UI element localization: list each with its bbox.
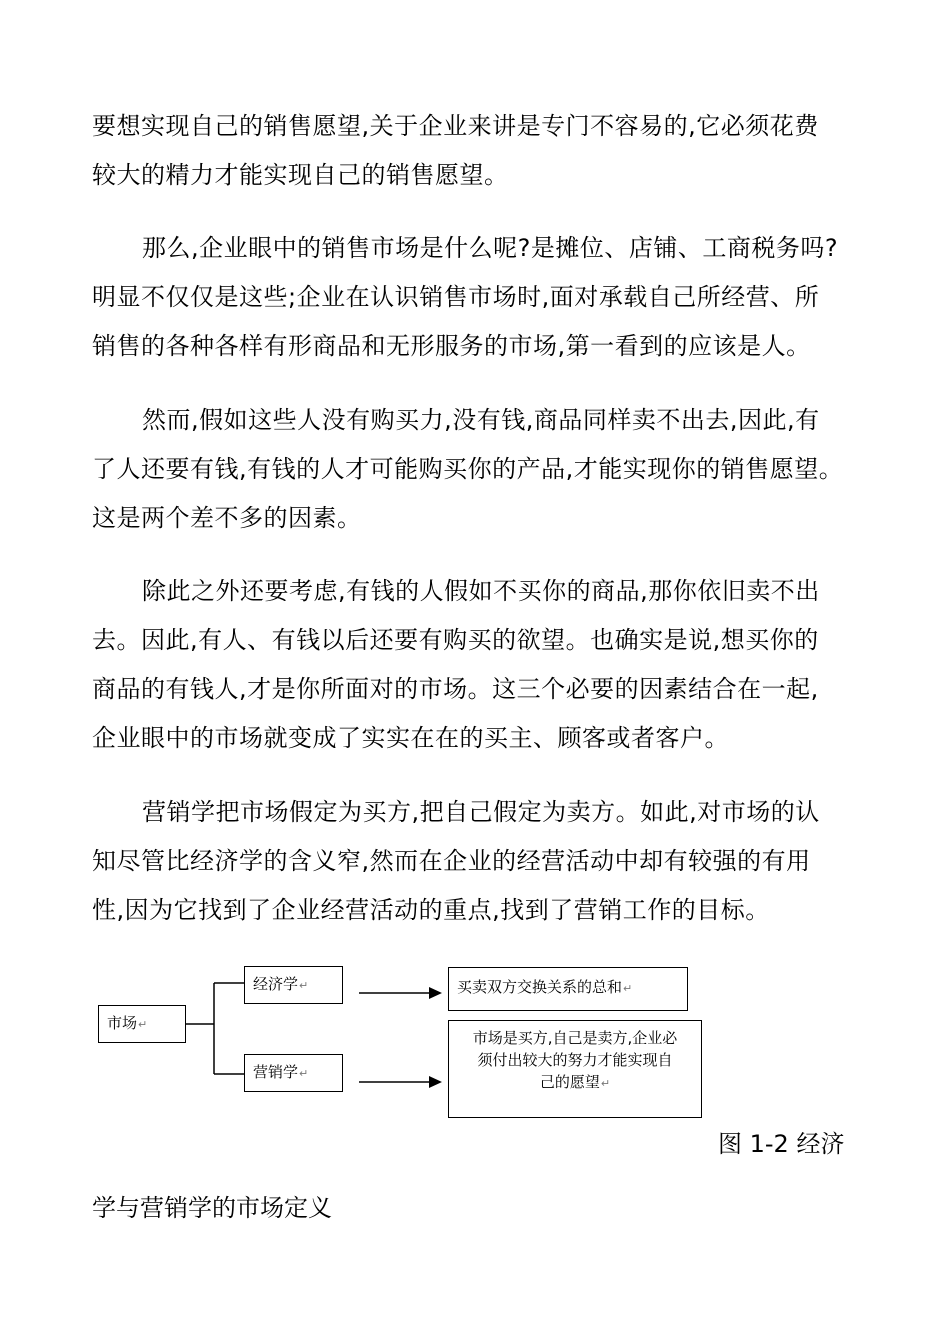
marketing-box [244,1054,343,1092]
marketing-definition-box [448,1020,702,1118]
arrow-head-icon [429,987,442,999]
marketing-definition-line: 市场是买方,自己是卖方,企业必 [472,1029,678,1047]
text-line: 明显不仅仅是这些;企业在认识销售市场时,面对承载自己所经营、所 [92,283,820,311]
economics-box [244,966,343,1004]
text-line: 较大的精力才能实现自己的销售愿望。 [92,161,509,189]
paragraph-mark-icon: ↵ [600,1077,611,1090]
text-line: 知尽管比经济学的含义窄,然而在企业的经营活动中却有较强的有用 [92,847,811,875]
marketing-definition-line: 须付出较大的努力才能实现自 [477,1051,673,1069]
text-line: 要想实现自己的销售愿望,关于企业来讲是专门不容易的,它必须花费 [92,112,819,140]
paragraph-3 [92,396,872,543]
paragraph-4 [92,567,872,763]
text-line: 性,因为它找到了企业经营活动的重点,找到了营销工作的目标。 [92,896,770,924]
paragraph-1 [92,102,872,200]
text-line: 了人还要有钱,有钱的人才可能购买你的产品,才能实现你的销售愿望。 [92,455,844,483]
economics-definition-box [448,967,688,1011]
text-line: 那么,企业眼中的销售市场是什么呢?是摊位、店铺、工商税务吗? [142,234,839,262]
text-line: 除此之外还要考虑,有钱的人假如不买你的商品,那你依旧卖不出 [142,577,820,605]
text-line: 企业眼中的市场就变成了实实在在的买主、顾客或者客户。 [92,724,729,752]
text-line: 营销学把市场假定为买方,把自己假定为卖方。如此,对市场的认 [142,798,820,826]
text-line: 去。因此,有人、有钱以后还要有购买的欲望。也确实是说,想买你的 [92,626,819,654]
economics-label: 经济学 [253,975,299,993]
text-line: 然而,假如这些人没有购买力,没有钱,商品同样卖不出去,因此,有 [142,406,820,434]
market-label: 市场 [107,1014,138,1032]
text-line: 销售的各种各样有形商品和无形服务的市场,第一看到的应该是人。 [92,332,811,360]
arrow-head-icon [429,1076,442,1088]
text-line: 这是两个差不多的因素。 [92,504,362,532]
paragraph-mark-icon: ↵ [138,1018,148,1031]
paragraph-5 [92,788,872,935]
market-definition-diagram [96,962,706,1122]
figure-caption-part2: 学与营销学的市场定义 [92,1194,332,1222]
market-box [98,1005,186,1043]
economics-definition-text: 买卖双方交换关系的总和 [457,978,623,996]
paragraph-2 [92,224,872,371]
paragraph-mark-icon: ↵ [299,1067,309,1080]
marketing-label: 营销学 [253,1063,299,1081]
text-line: 商品的有钱人,才是你所面对的市场。这三个必要的因素结合在一起, [92,675,819,703]
figure-caption-part1: 图 1-2 经济 [718,1130,845,1158]
marketing-definition-line: 己的愿望 [539,1073,600,1091]
paragraph-mark-icon: ↵ [299,979,309,992]
paragraph-mark-icon: ↵ [623,982,633,995]
